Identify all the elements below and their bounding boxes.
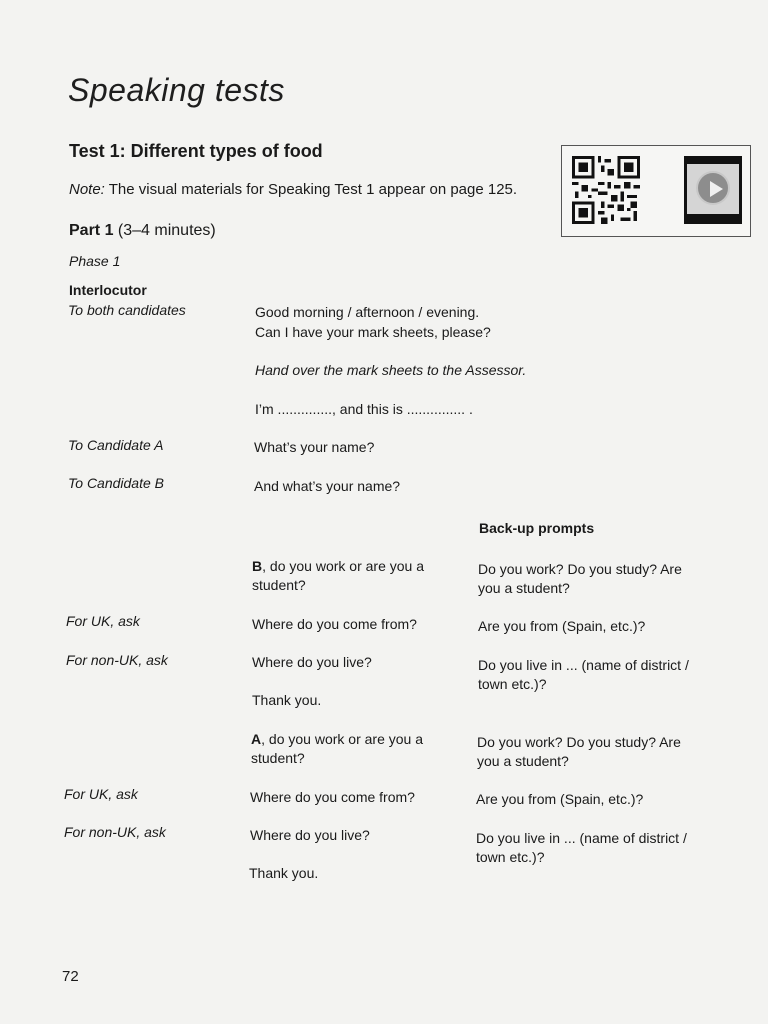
phase-label: Phase 1 [69,253,121,269]
video-frame [687,164,739,214]
script-thank-you: Thank you. [252,692,322,708]
script-b-work-line2: student? [252,577,306,593]
interlocutor-heading: Interlocutor [69,282,147,298]
backup-prompts-heading: Back-up prompts [479,520,595,536]
script-b-work-line1: , do you work or are you a [262,558,424,574]
script-and-name-question: And what’s your name? [254,478,401,494]
backup-from-2: Are you from (Spain, etc.)? [476,791,644,807]
script-live-2: Where do you live? [250,827,370,843]
script-come-from: Where do you come from? [252,616,417,632]
video-play-icon[interactable] [696,171,730,205]
script-a-work-line1: , do you work or are you a [261,731,423,747]
script-b-work-question [252,557,424,576]
script-mark-sheets: Can I have your mark sheets, please? [255,324,491,340]
backup-work-line2: you a student? [478,580,570,596]
direction-to-both: To both candidates [68,302,186,318]
part-label: Part 1 [69,222,114,239]
script-come-from-2: Where do you come from? [250,789,415,805]
direction-for-uk-2: For UK, ask [64,786,138,802]
candidate-b-label: B [252,558,263,574]
backup-live-line1: Do you live in ... (name of district / [478,657,689,673]
direction-to-b: To Candidate B [68,475,164,491]
page-title: Speaking tests [68,72,285,108]
backup-work-line1: Do you work? Do you study? Are [478,561,682,577]
script-a-work-question [251,730,423,749]
direction-hand-over: Hand over the mark sheets to the Assessor. [255,362,527,378]
backup-live2-line2: town etc.)? [476,849,545,865]
backup-live2-line1: Do you live in ... (name of district / [476,830,687,846]
note-text: The visual materials for Speaking Test 1 appear on page 125. [104,181,518,198]
backup-from: Are you from (Spain, etc.)? [478,618,646,634]
direction-to-a: To Candidate A [68,437,164,453]
note [69,181,517,198]
backup-work2-line2: you a student? [477,753,569,769]
test-title: Test 1: Different types of food [69,141,323,161]
media-box [561,145,751,237]
script-thank-you-2: Thank you. [249,865,319,881]
page-number: 72 [62,968,79,985]
part-heading [69,222,216,240]
part-time: (3–4 minutes) [113,222,216,239]
backup-live-line2: town etc.)? [478,676,547,692]
script-intro: I’m .............., and this is ............... . [255,401,473,417]
script-live: Where do you live? [252,654,372,670]
candidate-a-label: A [251,731,262,747]
video-thumbnail[interactable] [684,156,742,224]
script-a-work-line2: student? [251,750,305,766]
note-label: Note: [69,181,105,198]
qr-code-icon[interactable] [570,156,642,224]
direction-for-non-uk-2: For non-UK, ask [64,824,166,840]
script-name-question: What’s your name? [254,439,375,455]
direction-for-uk: For UK, ask [66,613,140,629]
script-greeting: Good morning / afternoon / evening. [255,304,480,320]
direction-for-non-uk: For non-UK, ask [66,652,168,668]
backup-work2-line1: Do you work? Do you study? Are [477,734,681,750]
